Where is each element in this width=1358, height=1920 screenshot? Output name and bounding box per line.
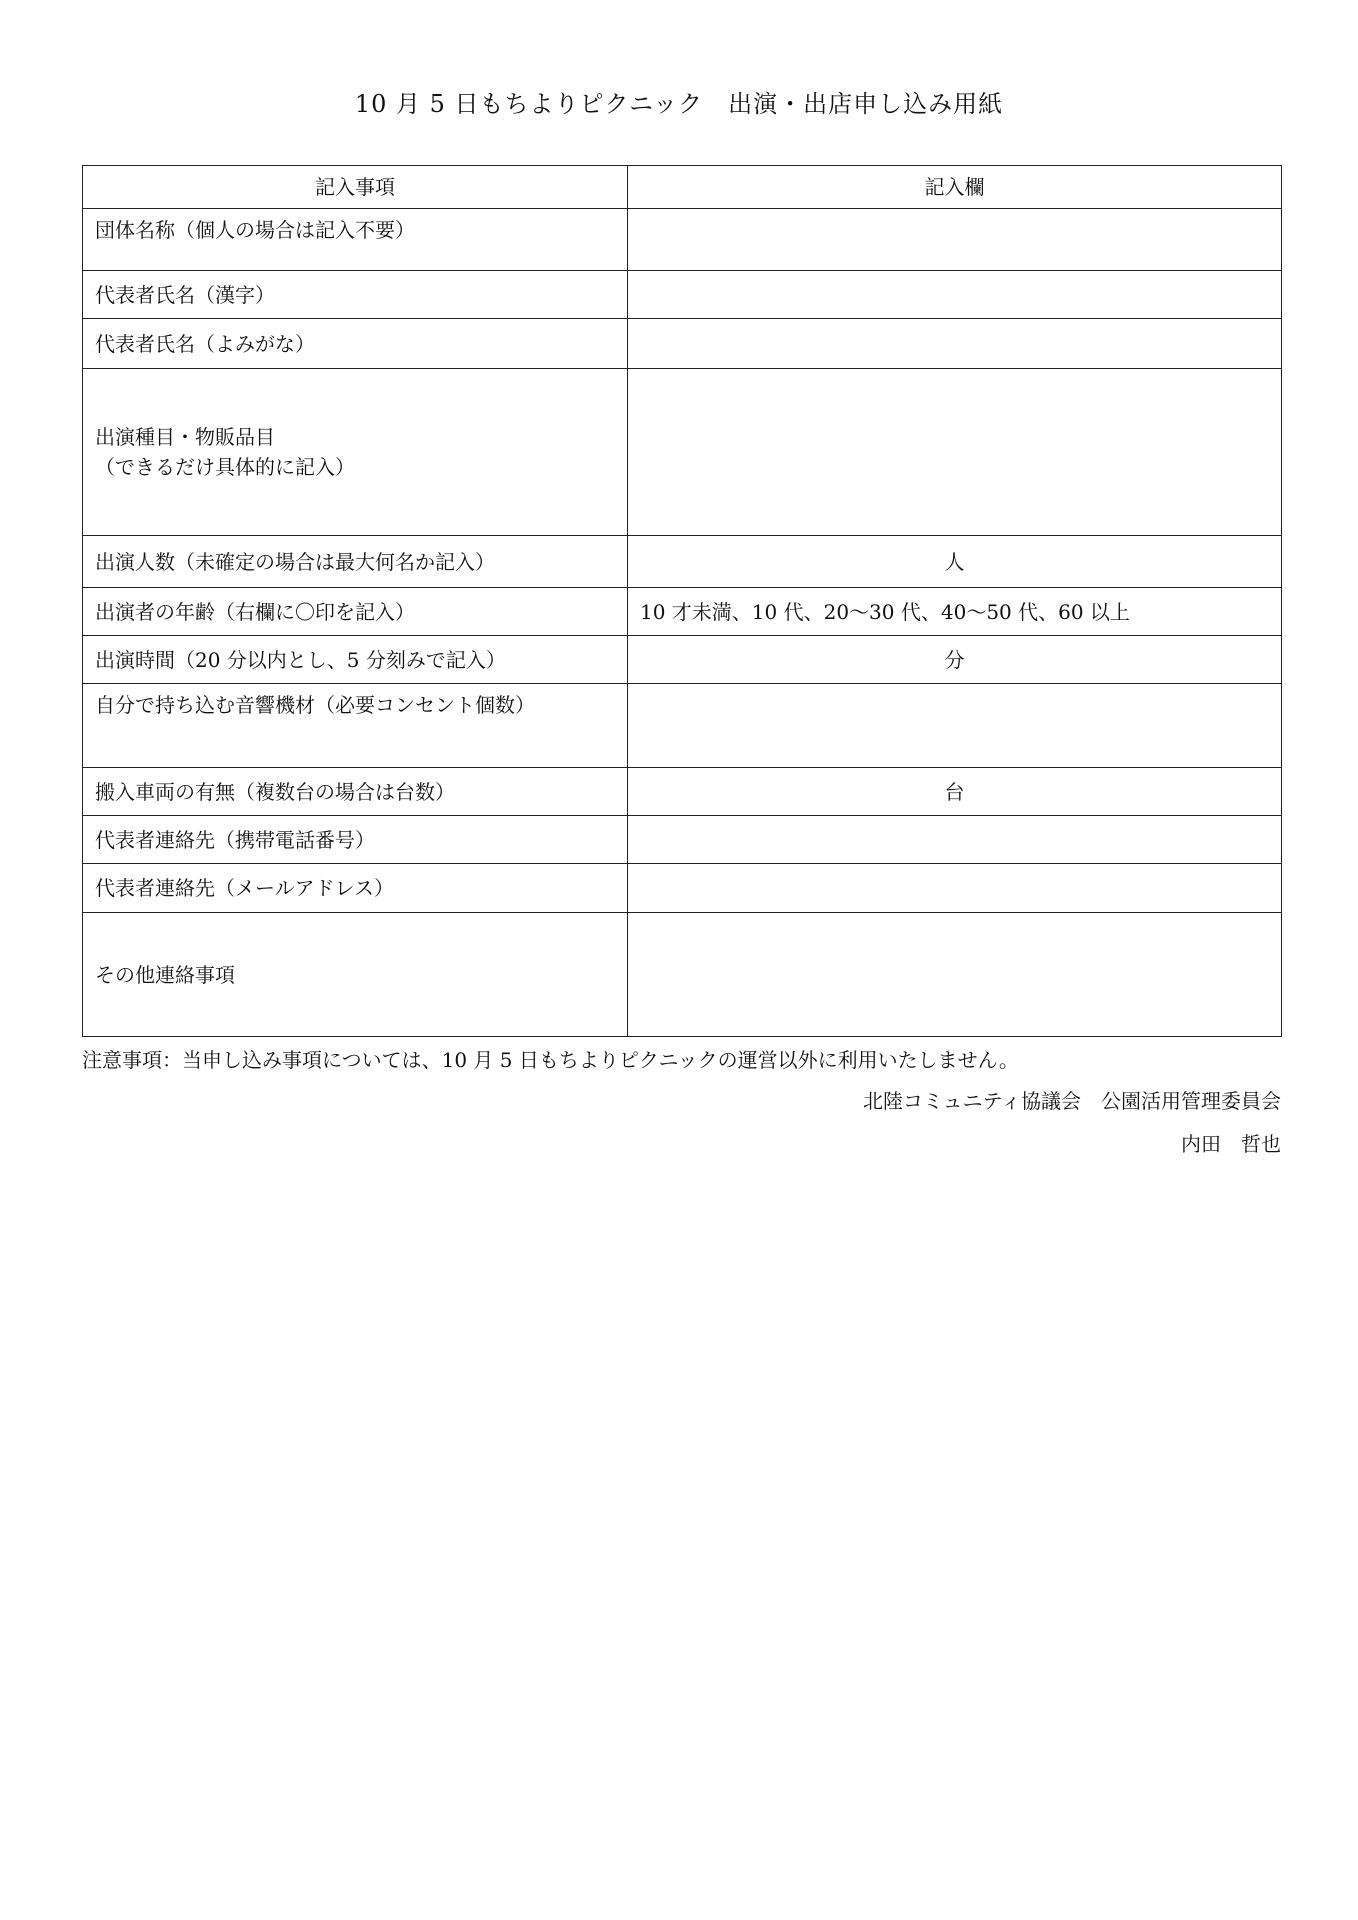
column-header-item: 記入事項 [83,166,628,209]
table-row-other [83,913,1282,1037]
entry-cell-phone[interactable] [628,816,1282,864]
application-form-table [82,165,1282,1037]
table-row-vehicle [83,768,1282,816]
table-row-performer-count [83,536,1282,588]
entry-cell-performance-time[interactable]: 分 [628,636,1282,684]
contact-person-name: 内田 哲也 [1181,1132,1281,1156]
table-row-audio-equipment [83,684,1282,768]
row-label-performer-count: 出演人数（未確定の場合は最大何名か記入） [83,536,628,588]
entry-cell-performance-type[interactable] [628,369,1282,536]
row-label-performance-type-line2: （できるだけ具体的に記入） [95,455,355,479]
table-row-performance-time [83,636,1282,684]
entry-cell-representative-reading[interactable] [628,319,1282,369]
row-label-audio-equipment: 自分で持ち込む音響機材（必要コンセント個数） [83,684,628,768]
entry-cell-vehicle[interactable]: 台 [628,768,1282,816]
table-row-performer-age [83,588,1282,636]
entry-cell-other[interactable] [628,913,1282,1037]
row-label-vehicle: 搬入車両の有無（複数台の場合は台数） [83,768,628,816]
row-label-performance-type [83,369,628,536]
privacy-note: 注意事項：当申し込み事項については、10 月 5 日もちよりピクニックの運営以外に利用いたしません。 [82,1048,1019,1072]
row-label-representative-reading: 代表者氏名（よみがな） [83,319,628,369]
entry-cell-audio-equipment[interactable] [628,684,1282,768]
row-label-performance-type-line1: 出演種目・物販品目 [95,425,275,449]
table-row-phone [83,816,1282,864]
table-row-representative-reading [83,319,1282,369]
table-row-representative-name [83,271,1282,319]
entry-cell-email[interactable] [628,864,1282,913]
row-label-phone: 代表者連絡先（携帯電話番号） [83,816,628,864]
row-label-other: その他連絡事項 [83,913,628,1037]
row-label-performer-age: 出演者の年齢（右欄に〇印を記入） [83,588,628,636]
table-header-row [83,166,1282,209]
row-label-representative-name: 代表者氏名（漢字） [83,271,628,319]
table-row-group-name [83,209,1282,271]
table-row-performance-type [83,369,1282,536]
form-title: 10 月 5 日もちよりピクニック 出演・出店申し込み用紙 [354,90,1004,118]
entry-cell-group-name[interactable] [628,209,1282,271]
row-label-group-name: 団体名称（個人の場合は記入不要） [83,209,628,271]
row-label-email: 代表者連絡先（メールアドレス） [83,864,628,913]
entry-cell-performer-age[interactable]: 10 才未満、10 代、20〜30 代、40〜50 代、60 以上 [628,588,1282,636]
entry-cell-performer-count[interactable]: 人 [628,536,1282,588]
organization-name: 北陸コミュニティ協議会 公園活用管理委員会 [863,1089,1281,1113]
table-row-email [83,864,1282,913]
entry-cell-representative-name[interactable] [628,271,1282,319]
row-label-performance-time: 出演時間（20 分以内とし、5 分刻みで記入） [83,636,628,684]
column-header-entry: 記入欄 [628,166,1282,209]
